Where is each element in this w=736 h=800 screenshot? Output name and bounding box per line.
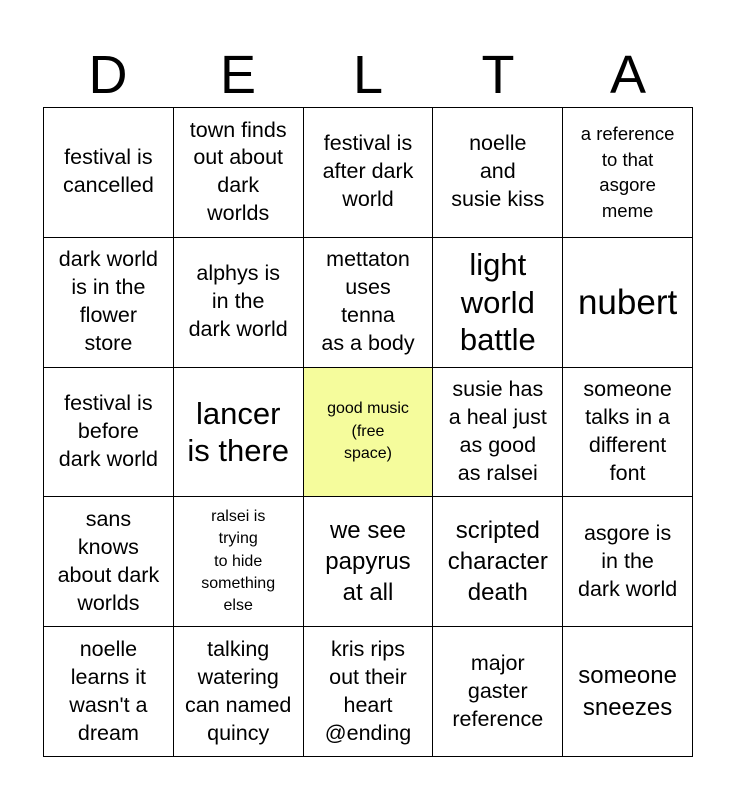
bingo-cell[interactable]: town finds out about dark worlds — [174, 108, 304, 238]
bingo-cell[interactable]: noelle and susie kiss — [433, 108, 563, 238]
bingo-cell[interactable]: light world battle — [433, 238, 563, 368]
header-letter-l: L — [352, 45, 384, 105]
bingo-cell[interactable]: ralsei is trying to hide something else — [174, 497, 304, 627]
header-letter-d: D — [88, 45, 128, 105]
bingo-cell[interactable]: susie has a heal just as good as ralsei — [433, 368, 563, 498]
bingo-cell[interactable]: someone sneezes — [563, 627, 693, 757]
bingo-cell[interactable]: a reference to that asgore meme — [563, 108, 693, 238]
bingo-cell[interactable]: major gaster reference — [433, 627, 563, 757]
bingo-header — [43, 44, 693, 106]
bingo-cell[interactable]: scripted character death — [433, 497, 563, 627]
bingo-cell[interactable]: festival is cancelled — [44, 108, 174, 238]
bingo-cell[interactable]: sans knows about dark worlds — [44, 497, 174, 627]
bingo-cell[interactable]: we see papyrus at all — [304, 497, 434, 627]
header-letter-e: E — [219, 45, 257, 105]
bingo-cell[interactable]: lancer is there — [174, 368, 304, 498]
free-space-cell[interactable]: good music (free space) — [304, 368, 434, 498]
bingo-cell[interactable]: kris rips out their heart @ending — [304, 627, 434, 757]
bingo-cell[interactable]: dark world is in the flower store — [44, 238, 174, 368]
bingo-card — [43, 107, 693, 757]
bingo-cell[interactable]: someone talks in a different font — [563, 368, 693, 498]
bingo-cell[interactable]: noelle learns it wasn't a dream — [44, 627, 174, 757]
bingo-cell[interactable]: nubert — [563, 238, 693, 368]
bingo-cell[interactable]: alphys is in the dark world — [174, 238, 304, 368]
header-letter-a: A — [609, 45, 647, 105]
header-letter-t: T — [481, 45, 515, 105]
bingo-cell[interactable]: asgore is in the dark world — [563, 497, 693, 627]
bingo-cell[interactable]: talking watering can named quincy — [174, 627, 304, 757]
bingo-cell[interactable]: festival is before dark world — [44, 368, 174, 498]
bingo-cell[interactable]: mettaton uses tenna as a body — [304, 238, 434, 368]
bingo-cell[interactable]: festival is after dark world — [304, 108, 434, 238]
